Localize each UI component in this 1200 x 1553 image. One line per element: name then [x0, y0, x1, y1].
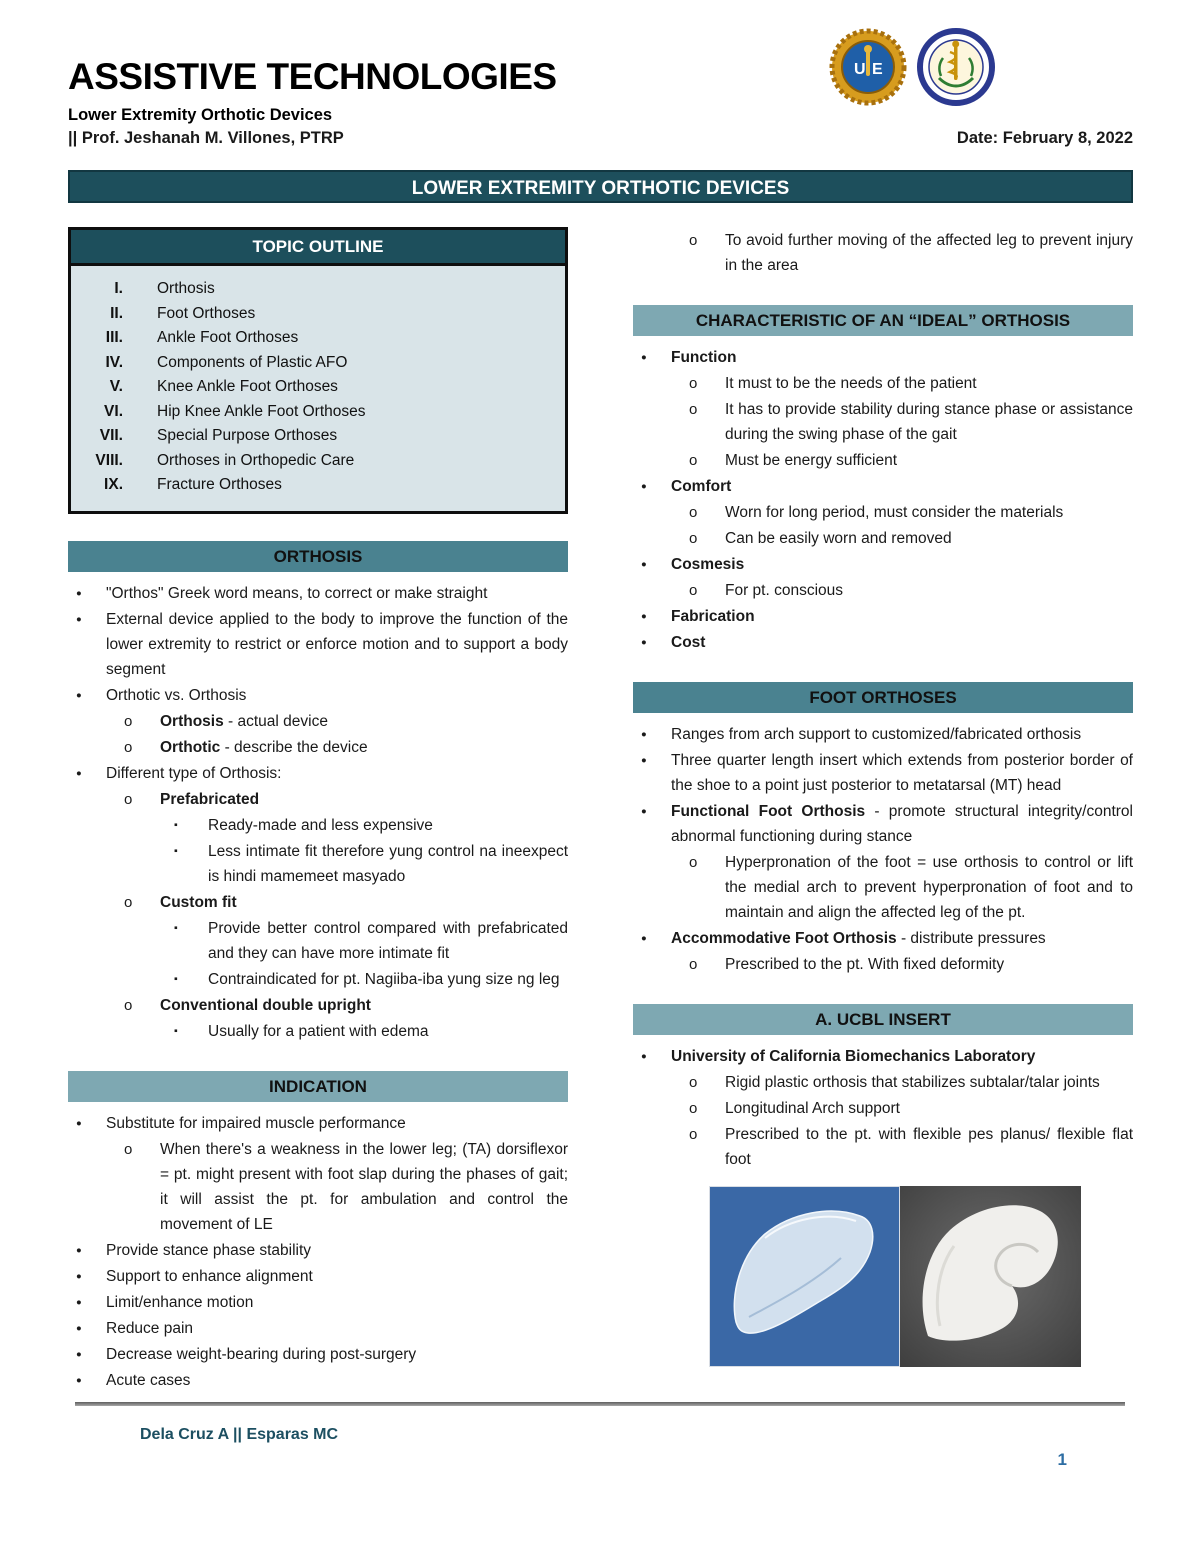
- list-item-text: When there's a weakness in the lower leg; (TA) dorsiflexor = pt. might present with foot slap during the phases of gait; it will assist the pt. for ambulation and control the movement of LE: [160, 1140, 568, 1233]
- list-item-text: Orthotic - describe the device: [160, 738, 368, 756]
- list-item-text: Cost: [671, 634, 706, 651]
- bullet-icon: ●: [641, 933, 647, 944]
- hollow-bullet-icon: o: [124, 738, 133, 756]
- list-item-text: Decrease weight-bearing during post-surgery: [106, 1345, 417, 1363]
- topic-outline-list: [71, 266, 565, 511]
- outline-item: [71, 449, 565, 474]
- bullet-icon: ●: [641, 755, 647, 766]
- list-item: [68, 787, 568, 812]
- list-item-text: Contraindicated for pt. Nagiiba-iba yung size ng leg: [208, 970, 560, 988]
- list-item: [633, 526, 1133, 551]
- outline-numeral: VIII.: [95, 451, 123, 469]
- list-item: [68, 813, 568, 838]
- hollow-bullet-icon: o: [124, 1140, 133, 1158]
- outline-numeral: VI.: [104, 402, 123, 420]
- outline-label: Components of Plastic AFO: [157, 353, 348, 371]
- outline-item: [71, 424, 565, 449]
- list-item: [68, 581, 568, 606]
- list-item-text: Reduce pain: [106, 1319, 194, 1337]
- bullet-icon: ●: [76, 1117, 82, 1129]
- outline-numeral: V.: [109, 378, 123, 395]
- list-item: [68, 890, 568, 915]
- page-footer: [75, 1402, 1125, 1469]
- outline-label: Orthoses in Orthopedic Care: [157, 451, 355, 469]
- list-item: [633, 604, 1133, 629]
- professor-byline: || Prof. Jeshanah M. Villones, PTRP: [68, 129, 344, 147]
- footer-authors: Dela Cruz A || Esparas MC: [140, 1426, 339, 1443]
- page-title: ASSISTIVE TECHNOLOGIES: [68, 56, 557, 97]
- list-item: [633, 500, 1133, 525]
- section-foot-orthoses: [633, 682, 1133, 977]
- section-orthosis: [68, 541, 568, 1044]
- hollow-bullet-icon: o: [689, 530, 698, 547]
- list-item: [633, 1044, 1133, 1069]
- section-ucbl-insert: [633, 1004, 1133, 1367]
- page-number: 1: [1057, 1450, 1067, 1469]
- list-item-text: Support to enhance alignment: [106, 1267, 313, 1285]
- list-item-text: Orthotic vs. Orthosis: [106, 686, 247, 704]
- list-item: [633, 630, 1133, 655]
- list-item: [68, 1111, 568, 1136]
- list-item: [633, 552, 1133, 577]
- hollow-bullet-icon: o: [124, 712, 133, 730]
- list-item-text: For pt. conscious: [725, 582, 844, 599]
- hollow-bullet-icon: o: [689, 1126, 698, 1143]
- list-item: [68, 607, 568, 682]
- list-item-text: "Orthos" Greek word means, to correct or make straight: [106, 584, 488, 602]
- list-item-text: Can be easily worn and removed: [725, 530, 952, 547]
- hollow-bullet-icon: o: [689, 854, 698, 871]
- list-item: [68, 1264, 568, 1289]
- list-item-text: Longitudinal Arch support: [725, 1100, 900, 1117]
- outline-numeral: II.: [110, 304, 123, 322]
- list-item: [633, 748, 1133, 798]
- bullet-icon: ●: [76, 1348, 82, 1360]
- list-item-text: Prescribed to the pt. with flexible pes planus/ flexible flat foot: [725, 1126, 1133, 1168]
- outline-numeral: III.: [105, 329, 123, 346]
- section-body-ucbl-insert: [633, 1044, 1133, 1172]
- list-item-text: Ready-made and less expensive: [208, 816, 433, 834]
- list-item-text: Usually for a patient with edema: [208, 1022, 429, 1040]
- topic-outline-title: TOPIC OUTLINE: [71, 230, 565, 266]
- hollow-bullet-icon: o: [124, 893, 133, 911]
- list-item: [633, 1070, 1133, 1095]
- list-item-text: Prescribed to the pt. With fixed deformity: [725, 956, 1005, 973]
- list-item: [68, 1290, 568, 1315]
- list-item: [633, 722, 1133, 747]
- hollow-bullet-icon: o: [689, 1100, 698, 1117]
- outline-label: Orthosis: [157, 280, 215, 297]
- outline-numeral: IX.: [104, 476, 123, 493]
- outline-label: Fracture Orthoses: [157, 476, 282, 493]
- pt-college-seal-icon: [917, 28, 995, 106]
- hollow-bullet-icon: o: [689, 401, 698, 418]
- list-item-text: Rigid plastic orthosis that stabilizes subtalar/talar joints: [725, 1074, 1100, 1091]
- list-item-text: Hyperpronation of the foot = use orthosis to control or lift the medial arch to prevent hyperpronation of foot and to maintain and align the affected leg of the pt.: [725, 854, 1133, 921]
- ucbl-photos: [709, 1186, 1133, 1367]
- list-item: [633, 1096, 1133, 1121]
- list-item-text: University of California Biomechanics Laboratory: [671, 1048, 1036, 1065]
- section-body-orthosis: [68, 581, 568, 1044]
- square-bullet-icon: ▪: [174, 972, 178, 985]
- bullet-icon: ●: [76, 1374, 82, 1386]
- list-item-text: Cosmesis: [671, 556, 745, 573]
- bullet-icon: ●: [76, 689, 82, 701]
- list-item-text: Orthosis - actual device: [160, 712, 328, 730]
- section-header-orthosis: ORTHOSIS: [68, 541, 568, 572]
- bullet-icon: ●: [76, 613, 82, 625]
- list-item-text: Three quarter length insert which extends from posterior border of the shoe to a point just posterior to metatarsal (MT) head: [671, 752, 1133, 794]
- list-item-text: Worn for long period, must consider the materials: [725, 504, 1064, 521]
- outline-item: [71, 400, 565, 425]
- list-item: [633, 474, 1133, 499]
- left-column: [68, 227, 568, 1394]
- outline-item: [71, 473, 565, 498]
- hollow-bullet-icon: o: [689, 504, 698, 521]
- outline-label: Hip Knee Ankle Foot Orthoses: [157, 402, 366, 420]
- list-item-text: Different type of Orthosis:: [106, 764, 282, 782]
- header-logos: [829, 28, 995, 106]
- section-indication: [68, 1071, 568, 1393]
- list-item-text: Ranges from arch support to customized/fabricated orthosis: [671, 726, 1082, 743]
- list-item-text: Provide stance phase stability: [106, 1241, 312, 1259]
- outline-numeral: VII.: [99, 427, 123, 444]
- list-item: [633, 228, 1133, 278]
- list-item-text: To avoid further moving of the affected leg to prevent injury in the area: [725, 232, 1133, 274]
- section-body-foot-orthoses: [633, 722, 1133, 977]
- hollow-bullet-icon: o: [689, 582, 698, 599]
- list-item: [633, 345, 1133, 370]
- ucbl-insert-side-view-photo: [709, 1186, 900, 1367]
- list-item-text: Provide better control compared with prefabricated and they can have more intimate fit: [208, 919, 568, 962]
- list-item: [633, 799, 1133, 849]
- carryover-list: [633, 228, 1133, 278]
- ue-university-seal-icon: [829, 28, 907, 106]
- bullet-icon: ●: [641, 637, 647, 648]
- outline-item: [71, 326, 565, 351]
- lecture-subtitle: Lower Extremity Orthotic Devices: [68, 106, 333, 124]
- bullet-icon: ●: [641, 559, 647, 570]
- square-bullet-icon: ▪: [174, 1024, 178, 1037]
- list-item-text: Fabrication: [671, 608, 755, 625]
- bullet-icon: ●: [641, 352, 647, 363]
- list-item-text: External device applied to the body to improve the function of the lower extremity to restrict or enforce motion and to support a body segment: [106, 610, 568, 678]
- list-item: [68, 839, 568, 889]
- outline-label: Ankle Foot Orthoses: [157, 329, 299, 346]
- list-item: [633, 371, 1133, 396]
- list-item: [633, 578, 1133, 603]
- section-header-indication: INDICATION: [68, 1071, 568, 1102]
- section-characteristics: [633, 305, 1133, 655]
- section-header-ucbl-insert: A. UCBL INSERT: [633, 1004, 1133, 1035]
- list-item-text: Prefabricated: [160, 790, 260, 808]
- list-item-text: Substitute for impaired muscle performance: [106, 1114, 406, 1132]
- section-body-indication: [68, 1111, 568, 1393]
- list-item: [68, 1368, 568, 1393]
- list-item-text: Acute cases: [106, 1371, 191, 1389]
- lecture-date: Date: February 8, 2022: [956, 129, 1133, 147]
- topic-outline-box: [68, 227, 568, 514]
- square-bullet-icon: ▪: [174, 921, 178, 934]
- list-item: [68, 1238, 568, 1263]
- bullet-icon: ●: [641, 729, 647, 740]
- outline-numeral: I.: [114, 280, 123, 297]
- svg-text:E: E: [872, 61, 883, 78]
- list-item: [68, 1137, 568, 1237]
- ucbl-insert-rear-view-photo: [900, 1186, 1081, 1367]
- bullet-icon: ●: [76, 587, 82, 599]
- list-item: [68, 967, 568, 992]
- bullet-icon: ●: [641, 1051, 647, 1062]
- list-item: [68, 993, 568, 1018]
- hollow-bullet-icon: o: [689, 232, 698, 249]
- list-item: [633, 926, 1133, 951]
- list-item: [633, 448, 1133, 473]
- hollow-bullet-icon: o: [124, 790, 133, 808]
- outline-item: [71, 375, 565, 400]
- list-item: [68, 683, 568, 708]
- outline-item: [71, 277, 565, 302]
- bullet-icon: ●: [641, 806, 647, 817]
- hollow-bullet-icon: o: [689, 956, 698, 973]
- list-item-text: Functional Foot Orthosis - promote structural integrity/control abnormal functioning during stance: [671, 803, 1133, 845]
- list-item: [68, 1019, 568, 1044]
- list-item: [68, 916, 568, 966]
- bullet-icon: ●: [76, 767, 82, 779]
- outline-item: [71, 351, 565, 376]
- footer-divider: [75, 1402, 1125, 1406]
- outline-item: [71, 302, 565, 327]
- hollow-bullet-icon: o: [689, 1074, 698, 1091]
- list-item: [68, 761, 568, 786]
- list-item: [68, 709, 568, 734]
- list-item-text: It has to provide stability during stance phase or assistance during the swing phase of the gait: [725, 401, 1133, 443]
- bullet-icon: ●: [76, 1296, 82, 1308]
- list-item: [633, 952, 1133, 977]
- list-item-text: Function: [671, 349, 737, 366]
- list-item: [68, 735, 568, 760]
- section-header-foot-orthoses: FOOT ORTHOSES: [633, 682, 1133, 713]
- bullet-icon: ●: [76, 1270, 82, 1282]
- bullet-icon: ●: [76, 1322, 82, 1334]
- list-item-text: Custom fit: [160, 893, 237, 911]
- list-item-text: Accommodative Foot Orthosis - distribute pressures: [671, 930, 1046, 947]
- section-body-characteristics: [633, 345, 1133, 655]
- svg-text:U: U: [854, 61, 866, 78]
- list-item-text: Limit/enhance motion: [106, 1293, 254, 1311]
- outline-label: Knee Ankle Foot Orthoses: [157, 378, 338, 395]
- square-bullet-icon: ▪: [174, 818, 178, 831]
- list-item: [633, 850, 1133, 925]
- list-item: [633, 1122, 1133, 1172]
- section-header-characteristics: CHARACTERISTIC OF AN “IDEAL” ORTHOSIS: [633, 305, 1133, 336]
- outline-label: Special Purpose Orthoses: [157, 427, 338, 444]
- list-item: [633, 397, 1133, 447]
- hollow-bullet-icon: o: [689, 452, 698, 469]
- outline-numeral: IV.: [105, 353, 123, 371]
- list-item-text: Comfort: [671, 478, 732, 495]
- square-bullet-icon: ▪: [174, 844, 178, 857]
- main-topic-banner: LOWER EXTREMITY ORTHOTIC DEVICES: [68, 170, 1133, 203]
- list-item: [68, 1342, 568, 1367]
- list-item-text: Less intimate fit therefore yung control na ineexpect is hindi mamemeet masyado: [208, 842, 568, 885]
- bullet-icon: ●: [641, 611, 647, 622]
- list-item: [68, 1316, 568, 1341]
- hollow-bullet-icon: o: [124, 996, 133, 1014]
- right-column: [633, 227, 1133, 1394]
- outline-label: Foot Orthoses: [157, 304, 256, 322]
- list-item-text: Conventional double upright: [160, 996, 371, 1014]
- bullet-icon: ●: [76, 1244, 82, 1256]
- bullet-icon: ●: [641, 481, 647, 492]
- list-item-text: It must to be the needs of the patient: [725, 375, 977, 392]
- hollow-bullet-icon: o: [689, 375, 698, 392]
- list-item-text: Must be energy sufficient: [725, 452, 898, 469]
